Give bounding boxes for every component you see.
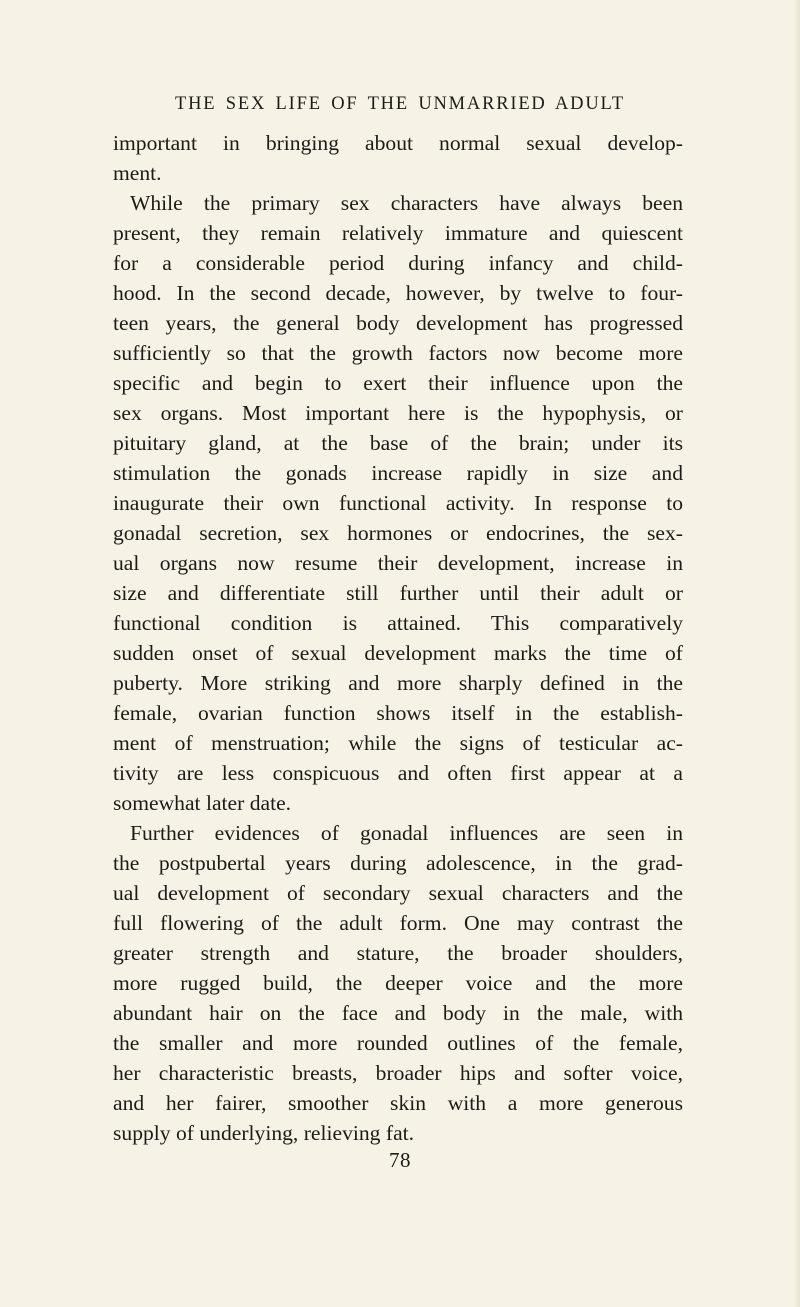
text-line: the postpubertal years during adolescence, in the grad- — [113, 851, 683, 875]
text-line: greater strength and stature, the broader shoulders, — [113, 941, 683, 965]
text-line: specific and begin to exert their influence upon the — [113, 371, 683, 395]
text-line: ual organs now resume their development, increase in — [113, 551, 683, 575]
text-line: and her fairer, smoother skin with a more generous — [113, 1091, 683, 1115]
text-line: inaugurate their own functional activity. In response to — [113, 491, 683, 515]
text-line: sufficiently so that the growth factors now become more — [113, 341, 683, 365]
text-line: ment. — [113, 161, 162, 185]
text-line: gonadal secretion, sex hormones or endocrines, the sex- — [113, 521, 683, 545]
text-line: sex organs. Most important here is the hypophysis, or — [113, 401, 683, 425]
text-line: supply of underlying, relieving fat. — [113, 1121, 415, 1145]
page-number: 78 — [389, 1148, 411, 1172]
text-line: sudden onset of sexual development marks the time of — [113, 641, 683, 665]
text-line: pituitary gland, at the base of the brain; under its — [113, 431, 683, 455]
text-line: teen years, the general body development has progressed — [113, 311, 683, 335]
text-line: stimulation the gonads increase rapidly in size and — [113, 461, 683, 485]
text-line: for a considerable period during infancy and child- — [113, 251, 683, 275]
text-line: abundant hair on the face and body in the male, with — [113, 1001, 683, 1025]
text-line: somewhat later date. — [113, 791, 292, 815]
text-line: important in bringing about normal sexual develop- — [113, 131, 683, 155]
text-line: present, they remain relatively immature and quiescent — [113, 221, 683, 245]
text-line: functional condition is attained. This comparatively — [113, 611, 683, 635]
page-edge-shadow — [794, 0, 800, 1307]
text-line: full flowering of the adult form. One may contrast the — [113, 911, 683, 935]
running-head: THE SEX LIFE OF THE UNMARRIED ADULT — [175, 94, 625, 114]
text-line: puberty. More striking and more sharply defined in the — [113, 671, 683, 695]
text-line: more rugged build, the deeper voice and the more — [113, 971, 683, 995]
text-line: size and differentiate still further until their adult or — [113, 581, 683, 605]
text-line: the smaller and more rounded outlines of the female, — [113, 1031, 683, 1055]
text-line: tivity are less conspicuous and often first appear at a — [113, 761, 683, 785]
text-line: Further evidences of gonadal influences are seen in — [130, 821, 683, 845]
text-line: hood. In the second decade, however, by twelve to four- — [113, 281, 683, 305]
text-line: While the primary sex characters have always been — [130, 191, 683, 215]
text-line: female, ovarian function shows itself in the establish- — [113, 701, 683, 725]
text-line: ment of menstruation; while the signs of testicular ac- — [113, 731, 683, 755]
text-line: ual development of secondary sexual characters and the — [113, 881, 683, 905]
text-line: her characteristic breasts, broader hips and softer voice, — [113, 1061, 683, 1085]
